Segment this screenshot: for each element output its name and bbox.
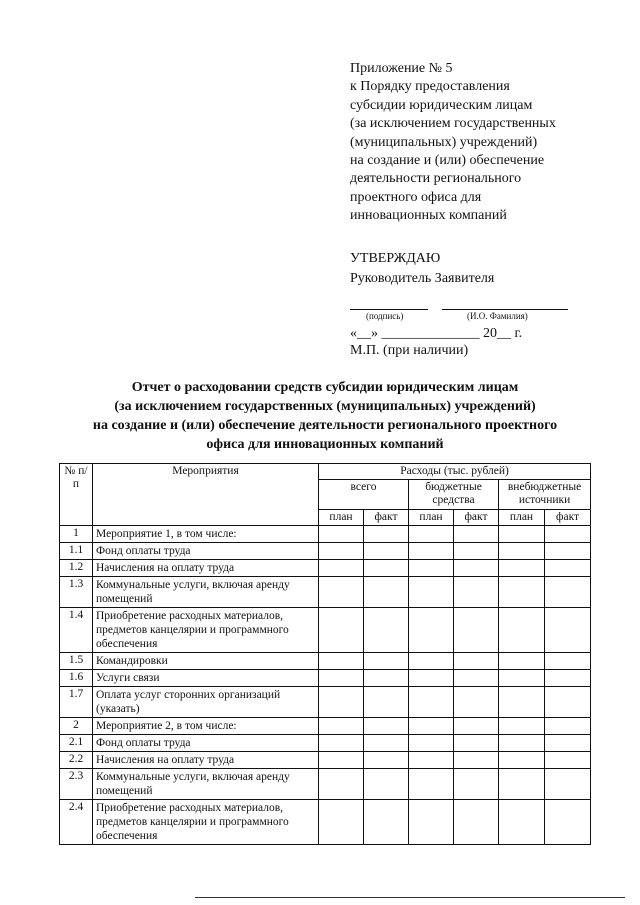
appendix-line: субсидии юридическим лицам bbox=[350, 97, 533, 113]
row-activity: Коммунальные услуги, включая аренду помещений bbox=[93, 769, 319, 800]
value-cell bbox=[364, 687, 409, 718]
row-number: 2 bbox=[60, 718, 93, 735]
appendix-line: деятельности регионального bbox=[350, 171, 522, 187]
stamp-note: М.П. (при наличии) bbox=[350, 343, 469, 358]
value-cell bbox=[409, 577, 454, 608]
value-cell bbox=[364, 577, 409, 608]
fact-header: факт bbox=[454, 510, 499, 526]
signature-caption: (подпись) bbox=[366, 311, 404, 321]
value-cell bbox=[454, 670, 499, 687]
value-cell bbox=[499, 769, 545, 800]
value-cell bbox=[545, 752, 591, 769]
value-cell bbox=[545, 800, 591, 845]
col-num-header: № п/п bbox=[60, 464, 93, 526]
value-cell bbox=[319, 526, 364, 543]
value-cell bbox=[545, 670, 591, 687]
value-cell bbox=[454, 769, 499, 800]
value-cell bbox=[364, 769, 409, 800]
value-cell bbox=[364, 543, 409, 560]
value-cell bbox=[454, 608, 499, 653]
value-cell bbox=[454, 718, 499, 735]
value-cell bbox=[545, 687, 591, 718]
value-cell bbox=[545, 608, 591, 653]
value-cell bbox=[409, 526, 454, 543]
value-cell bbox=[545, 526, 591, 543]
row-activity: Оплата услуг сторонних организаций (указать) bbox=[93, 687, 319, 718]
row-activity: Услуги связи bbox=[93, 670, 319, 687]
row-activity: Мероприятие 1, в том числе: bbox=[93, 526, 319, 543]
value-cell bbox=[319, 653, 364, 670]
row-activity: Начисления на оплату труда bbox=[93, 560, 319, 577]
report-table-body bbox=[60, 526, 591, 845]
value-cell bbox=[499, 526, 545, 543]
value-cell bbox=[409, 769, 454, 800]
appendix-line: Приложение № 5 bbox=[350, 61, 453, 76]
value-cell bbox=[409, 543, 454, 560]
bottom-rule bbox=[195, 897, 625, 898]
value-cell bbox=[499, 800, 545, 845]
value-cell bbox=[364, 800, 409, 845]
row-number: 1.3 bbox=[60, 577, 93, 608]
row-number: 1.4 bbox=[60, 608, 93, 653]
row-number: 1 bbox=[60, 526, 93, 543]
value-cell bbox=[319, 718, 364, 735]
title-line: офиса для инновационных компаний bbox=[206, 437, 444, 452]
row-activity: Мероприятие 2, в том числе: bbox=[93, 718, 319, 735]
group-extrabudget-header: внебюджетные источники bbox=[499, 480, 591, 510]
value-cell bbox=[454, 653, 499, 670]
table-row bbox=[60, 687, 591, 718]
value-cell bbox=[409, 735, 454, 752]
fact-header: факт bbox=[545, 510, 591, 526]
date-line: «__» ______________ 20__ г. bbox=[350, 326, 523, 341]
value-cell bbox=[454, 752, 499, 769]
value-cell bbox=[499, 735, 545, 752]
value-cell bbox=[319, 735, 364, 752]
group-budget-header: бюджетные средства bbox=[409, 480, 499, 510]
value-cell bbox=[364, 718, 409, 735]
value-cell bbox=[319, 608, 364, 653]
value-cell bbox=[364, 526, 409, 543]
table-row bbox=[60, 735, 591, 752]
table-row bbox=[60, 526, 591, 543]
approval-role: Руководитель Заявителя bbox=[350, 271, 495, 286]
row-activity: Командировки bbox=[93, 653, 319, 670]
value-cell bbox=[319, 769, 364, 800]
fact-header: факт bbox=[364, 510, 409, 526]
value-cell bbox=[319, 670, 364, 687]
plan-header: план bbox=[499, 510, 545, 526]
value-cell bbox=[454, 687, 499, 718]
value-cell bbox=[499, 653, 545, 670]
value-cell bbox=[499, 687, 545, 718]
value-cell bbox=[409, 608, 454, 653]
row-number: 1.7 bbox=[60, 687, 93, 718]
value-cell bbox=[409, 687, 454, 718]
value-cell bbox=[409, 752, 454, 769]
title-line: (за исключением государственных (муниципальных) учреждений) bbox=[114, 399, 536, 414]
value-cell bbox=[499, 752, 545, 769]
value-cell bbox=[364, 608, 409, 653]
plan-header: план bbox=[409, 510, 454, 526]
value-cell bbox=[545, 735, 591, 752]
value-cell bbox=[454, 543, 499, 560]
appendix-block bbox=[350, 60, 610, 226]
title-line: Отчет о расходовании средств субсидии юридическим лицам bbox=[131, 380, 519, 395]
value-cell bbox=[454, 526, 499, 543]
value-cell bbox=[454, 560, 499, 577]
value-cell bbox=[364, 653, 409, 670]
value-cell bbox=[364, 752, 409, 769]
value-cell bbox=[409, 800, 454, 845]
value-cell bbox=[319, 577, 364, 608]
report-table bbox=[59, 463, 591, 845]
approval-heading: УТВЕРЖДАЮ bbox=[350, 251, 441, 266]
value-cell bbox=[454, 800, 499, 845]
name-line bbox=[442, 309, 568, 310]
appendix-line: на создание и (или) обеспечение bbox=[350, 153, 545, 169]
row-number: 1.5 bbox=[60, 653, 93, 670]
value-cell bbox=[499, 670, 545, 687]
value-cell bbox=[545, 718, 591, 735]
row-number: 1.6 bbox=[60, 670, 93, 687]
table-row bbox=[60, 608, 591, 653]
value-cell bbox=[364, 560, 409, 577]
value-cell bbox=[545, 769, 591, 800]
value-cell bbox=[545, 560, 591, 577]
row-activity: Фонд оплаты труда bbox=[93, 543, 319, 560]
signature-area bbox=[350, 298, 620, 341]
table-row bbox=[60, 577, 591, 608]
value-cell bbox=[319, 687, 364, 718]
table-row bbox=[60, 718, 591, 735]
group-total-header: всего bbox=[319, 480, 409, 510]
row-number: 1.2 bbox=[60, 560, 93, 577]
row-activity: Приобретение расходных материалов, предметов канцелярии и программного обеспечения bbox=[93, 608, 319, 653]
signature-line bbox=[350, 309, 428, 310]
value-cell bbox=[545, 653, 591, 670]
row-number: 2.4 bbox=[60, 800, 93, 845]
row-activity: Фонд оплаты труда bbox=[93, 735, 319, 752]
appendix-line: (муниципальных) учреждений) bbox=[350, 134, 538, 150]
col-expenses-header: Расходы (тыс. рублей) bbox=[319, 464, 591, 480]
report-title bbox=[60, 378, 590, 454]
title-line: на создание и (или) обеспечение деятельности регионального проектного bbox=[92, 418, 558, 433]
row-number: 2.2 bbox=[60, 752, 93, 769]
value-cell bbox=[319, 752, 364, 769]
table-row bbox=[60, 752, 591, 769]
value-cell bbox=[409, 670, 454, 687]
row-number: 1.1 bbox=[60, 543, 93, 560]
table-row bbox=[60, 560, 591, 577]
value-cell bbox=[319, 543, 364, 560]
value-cell bbox=[499, 543, 545, 560]
value-cell bbox=[545, 543, 591, 560]
name-caption: (И.О. Фамилия) bbox=[467, 311, 528, 321]
value-cell bbox=[409, 718, 454, 735]
row-activity: Начисления на оплату труда bbox=[93, 752, 319, 769]
plan-header: план bbox=[319, 510, 364, 526]
value-cell bbox=[499, 577, 545, 608]
value-cell bbox=[499, 608, 545, 653]
value-cell bbox=[409, 560, 454, 577]
table-row bbox=[60, 670, 591, 687]
table-row bbox=[60, 800, 591, 845]
approval-block bbox=[350, 250, 620, 341]
row-number: 2.1 bbox=[60, 735, 93, 752]
row-activity: Приобретение расходных материалов, предметов канцелярии и программного обеспечения bbox=[93, 800, 319, 845]
appendix-line: к Порядку предоставления bbox=[350, 79, 510, 95]
value-cell bbox=[319, 560, 364, 577]
appendix-line: инновационных компаний bbox=[350, 208, 507, 224]
value-cell bbox=[454, 577, 499, 608]
row-number: 2.3 bbox=[60, 769, 93, 800]
value-cell bbox=[409, 653, 454, 670]
appendix-line: проектного офиса для bbox=[350, 189, 482, 205]
col-activity-header: Мероприятия bbox=[93, 464, 319, 526]
value-cell bbox=[545, 577, 591, 608]
appendix-line: (за исключением государственных bbox=[350, 116, 556, 132]
table-row bbox=[60, 769, 591, 800]
value-cell bbox=[499, 560, 545, 577]
value-cell bbox=[499, 718, 545, 735]
table-row bbox=[60, 653, 591, 670]
value-cell bbox=[364, 735, 409, 752]
value-cell bbox=[319, 800, 364, 845]
value-cell bbox=[364, 670, 409, 687]
row-activity: Коммунальные услуги, включая аренду помещений bbox=[93, 577, 319, 608]
value-cell bbox=[454, 735, 499, 752]
table-row bbox=[60, 543, 591, 560]
